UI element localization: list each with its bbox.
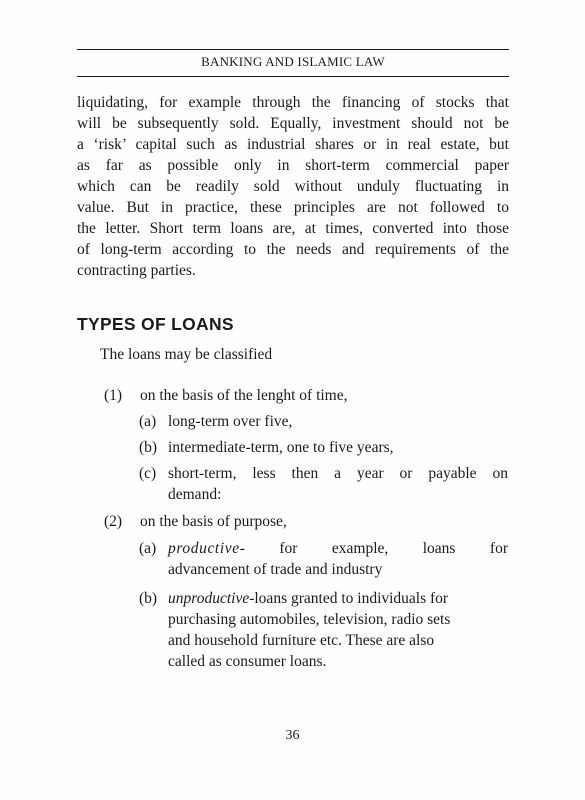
paragraph-line: liquidating, for example through the financing of stocks that <box>77 94 509 111</box>
list-item-text: on the basis of purpose, <box>140 513 287 530</box>
section-heading: TYPES OF LOANS <box>77 314 234 334</box>
paragraph-line: will be subsequently sold. Equally, investment should not be <box>77 115 509 132</box>
sub-item-text: short-term, less then a year or payable on <box>168 465 508 482</box>
sub-item-text: - for example, loans for <box>239 540 508 557</box>
section-intro: The loans may be classified <box>100 346 273 363</box>
paragraph-line: as far as possible only in short-term commercial paper <box>77 157 509 174</box>
paragraph-line: value. But in practice, these principles are not followed to <box>77 199 509 216</box>
term-productive: productive <box>168 540 240 557</box>
running-head: BANKING AND ISLAMIC LAW <box>201 54 385 69</box>
list-marker: (1) <box>104 387 123 404</box>
list-marker: (2) <box>104 513 123 530</box>
sub-item-line <box>168 538 508 559</box>
sub-item-text: intermediate-term, one to five years, <box>168 439 394 456</box>
paragraph-line: a ‘risk’ capital such as industrial shares or in real estate, but <box>77 136 509 153</box>
sub-item-marker: (b) <box>139 590 158 607</box>
header-top-rule <box>77 49 509 50</box>
paragraph-line: which can be readily sold without unduly fluctuating in <box>77 178 509 195</box>
paragraph-line: of long-term according to the needs and requirements of the <box>77 241 509 258</box>
sub-item-text: long-term over five, <box>168 413 293 430</box>
sub-item-marker: (b) <box>139 439 158 456</box>
sub-item-marker: (c) <box>139 465 157 482</box>
paragraph-line: contracting parties. <box>77 262 196 279</box>
term-unproductive: unproductive <box>168 590 250 607</box>
header-bottom-rule <box>77 76 509 77</box>
sub-item-text: purchasing automobiles, television, radio sets <box>168 611 451 628</box>
sub-item-text: demand: <box>168 486 222 503</box>
page-number: 36 <box>285 728 300 743</box>
sub-item-text: and household furniture etc. These are also <box>168 632 435 649</box>
sub-item-marker: (a) <box>139 413 157 430</box>
list-item-text: on the basis of the lenght of time, <box>140 387 348 404</box>
sub-item-text: advancement of trade and industry <box>168 561 383 578</box>
paragraph-line: the letter. Short term loans are, at times, converted into those <box>77 220 509 237</box>
sub-item-line <box>168 588 508 609</box>
sub-item-text: -loans granted to individuals for <box>249 590 449 607</box>
sub-item-marker: (a) <box>139 540 157 557</box>
sub-item-text: called as consumer loans. <box>168 653 327 670</box>
body-paragraph <box>77 92 509 281</box>
